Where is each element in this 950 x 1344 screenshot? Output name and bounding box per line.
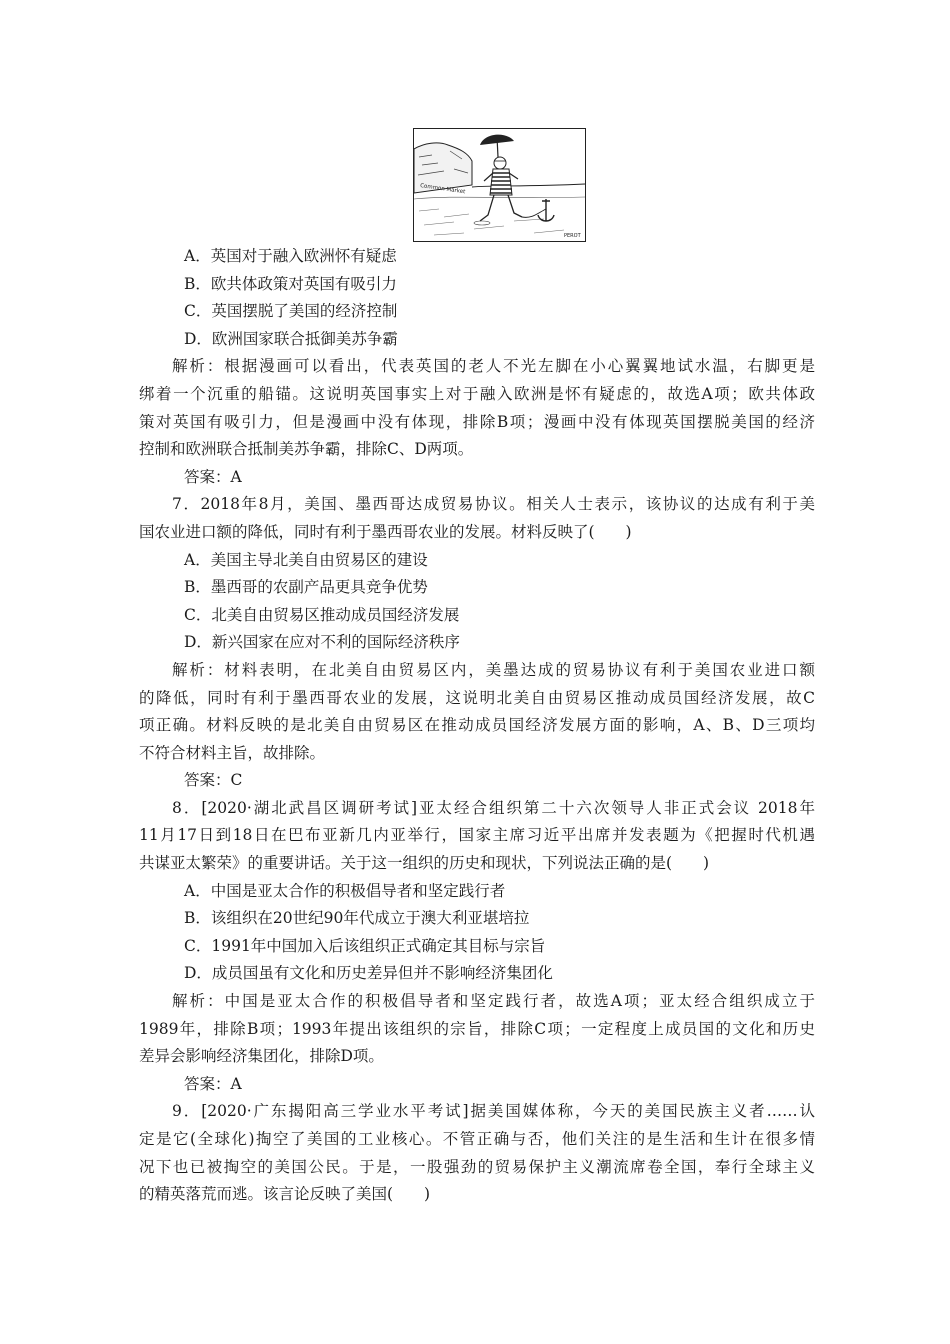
q7-stem-line: 7．2018年8月，美国、墨西哥达成贸易协议。相关人士表示，该协议的达成有利于美 bbox=[172, 495, 815, 514]
cartoon-signature: PEROT bbox=[564, 233, 581, 239]
q8-analysis-line: 解析：中国是亚太合作的积极倡导者和坚定践行者，故选A项；亚太经合组织成立于 bbox=[172, 992, 815, 1011]
q8-analysis-line: 差异会影响经济集团化，排除D项。 bbox=[139, 1047, 384, 1066]
q6-option-c: C．英国摆脱了美国的经济控制 bbox=[184, 302, 398, 321]
q8-analysis-line: 1989年，排除B项；1993年提出该组织的宗旨，排除C项；一定程度上成员国的文化和历史 bbox=[139, 1019, 815, 1038]
q9-stem-line: 定是它(全球化)掏空了美国的工业核心。不管正确与否，他们关注的是生活和生计在很多情 bbox=[139, 1130, 815, 1148]
q7-option-b: B．墨西哥的农副产品更具竞争优势 bbox=[184, 578, 428, 597]
q6-answer: 答案：A bbox=[184, 467, 242, 486]
q7-option-a: A．美国主导北美自由贸易区的建设 bbox=[184, 550, 428, 569]
q8-stem-line: 8．[2020·湖北武昌区调研考试]亚太经合组织第二十六次领导人非正式会议 2018年 bbox=[172, 798, 815, 817]
q8-option-a: A．中国是亚太合作的积极倡导者和坚定践行者 bbox=[184, 881, 506, 900]
cartoon-image bbox=[413, 128, 586, 242]
q7-stem-line: 国农业进口额的降低，同时有利于墨西哥农业的发展。材料反映了( ) bbox=[139, 522, 632, 541]
q7-analysis-line: 的降低，同时有利于墨西哥农业的发展，这说明北美自由贸易区推动成员国经济发展，故C bbox=[139, 688, 815, 707]
q6-option-a: A．英国对于融入欧洲怀有疑虑 bbox=[184, 247, 397, 265]
cartoon-sign-text: Common Market bbox=[419, 183, 466, 196]
q8-stem-line: 共谋亚太繁荣》的重要讲话。关于这一组织的历史和现状，下列说法正确的是( ) bbox=[139, 854, 710, 873]
q9-stem-line: 况下也已被掏空的美国公民。于是，一股强劲的贸易保护主义潮流席卷全国，奉行全球主义 bbox=[139, 1157, 815, 1176]
document-body bbox=[139, 243, 815, 1209]
q6-analysis-line: 控制和欧洲联合抵制美苏争霸，排除C、D两项。 bbox=[139, 440, 474, 459]
cartoon-drawing bbox=[414, 129, 585, 241]
q7-answer: 答案：C bbox=[184, 771, 243, 790]
q7-analysis-line: 解析：材料表明，在北美自由贸易区内，美墨达成的贸易协议有利于美国农业进口额 bbox=[172, 660, 815, 679]
q7-option-d: D．新兴国家在应对不利的国际经济秩序 bbox=[184, 633, 460, 652]
q8-option-d: D．成员国虽有文化和历史差异但并不影响经济集团化 bbox=[184, 964, 553, 983]
q9-stem-line: 的精英落荒而逃。该言论反映了美国( ) bbox=[139, 1185, 431, 1204]
q8-option-c: C．1991年中国加入后该组织正式确定其目标与宗旨 bbox=[184, 936, 546, 955]
q9-stem-line: 9．[2020·广东揭阳高三学业水平考试]据美国媒体称，今天的美国民族主义者……认 bbox=[172, 1102, 815, 1121]
q6-analysis-line: 绑着一个沉重的船锚。这说明英国事实上对于融入欧洲是怀有疑虑的，故选A项；欧共体政 bbox=[139, 384, 815, 403]
q6-option-d: D．欧洲国家联合抵御美苏争霸 bbox=[184, 329, 398, 348]
q8-option-b: B．该组织在20世纪90年代成立于澳大利亚堪培拉 bbox=[184, 909, 530, 928]
q6-option-b: B．欧共体政策对英国有吸引力 bbox=[184, 274, 397, 293]
q7-option-c: C．北美自由贸易区推动成员国经济发展 bbox=[184, 605, 460, 624]
q7-analysis-line: 项正确。材料反映的是北美自由贸易区在推动成员国经济发展方面的影响，A、B、D三项均 bbox=[139, 716, 815, 735]
q8-answer: 答案：A bbox=[184, 1074, 242, 1093]
q6-analysis-line: 策对英国有吸引力，但是漫画中没有体现，排除B项；漫画中没有体现英国摆脱美国的经济 bbox=[139, 412, 815, 431]
q7-analysis-line: 不符合材料主旨，故排除。 bbox=[139, 743, 326, 762]
q6-analysis-line: 解析：根据漫画可以看出，代表英国的老人不光左脚在小心翼翼地试水温，右脚更是 bbox=[172, 357, 815, 376]
q8-stem-line: 11月17日到18日在巴布亚新几内亚举行，国家主席习近平出席并发表题为《把握时代机遇 bbox=[139, 826, 815, 845]
